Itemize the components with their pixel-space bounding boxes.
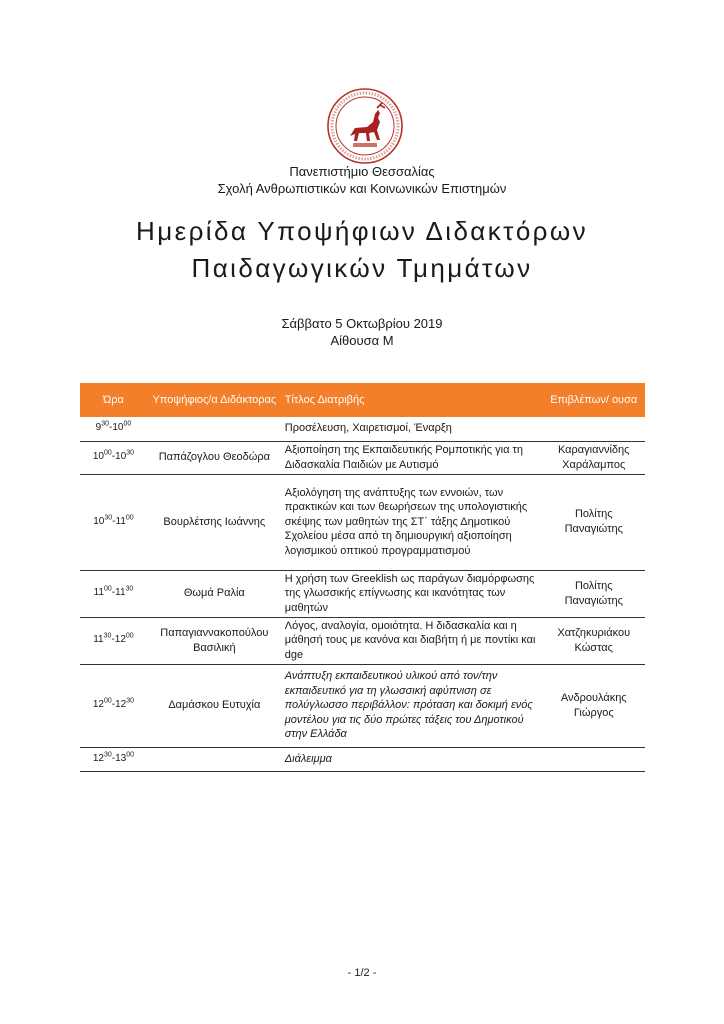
time-minutes: 00 [125, 632, 134, 640]
time-minutes: 00 [103, 449, 112, 457]
time-hour: 13 [115, 752, 127, 764]
thesis-cell: Η χρήση των Greeklish ως παράγων διαμόρφωσης της γλωσσικής επίγνωσης και ικανότητας των μαθητών [282, 570, 543, 617]
header-candidate: Υποψήφιος/α Διδάκτορας [147, 383, 282, 417]
page-number: - 1/2 - [347, 967, 377, 979]
time-cell: $10^{00}-10^{30}$ [80, 441, 147, 474]
page-title [0, 213, 724, 287]
time-hour: 11 [93, 634, 104, 646]
thesis-cell: Ανάπτυξη εκπαιδευτικού υλικού από τον/την εκπαιδευτικό για τη γλωσσική αφύπνιση σε πολύγλωσσο περιβάλλον: πρόταση και δοκιμή ενός μοντέλου για τις δύο πρώτες τάξεις του Δημοτικού στην Ελλάδα [282, 664, 543, 747]
thesis-cell: Λόγος, αναλογία, ομοιότητα. Η διδασκαλία και η μάθησή τους με κανόνα και διαβήτη ή με ποντίκι και dge [282, 617, 543, 664]
time-hour: 12 [114, 634, 126, 646]
time-hour: 10 [93, 515, 105, 527]
supervisor-cell: Καραγιαννίδης Χαράλαμπος [542, 441, 645, 474]
table-row [80, 417, 645, 441]
thesis-cell: Αξιοποίηση της Εκπαιδευτικής Ρομποτικής για τη Διδασκαλία Παιδιών με Αυτισμό [282, 441, 543, 474]
candidate-cell [147, 747, 282, 771]
table-row [80, 570, 645, 617]
candidate-cell: Παπαγιαννακοπούλου Βασιλική [147, 617, 282, 664]
title-line-1: Ημερίδα Υποψήφιων Διδακτόρων [136, 216, 588, 246]
time-minutes: 30 [125, 585, 134, 593]
supervisor-cell: Ανδρουλάκης Γιώργος [542, 664, 645, 747]
time-minutes: 30 [126, 697, 135, 705]
time-minutes: 00 [125, 514, 134, 522]
supervisor-cell: Πολίτης Παναγιώτης [542, 570, 645, 617]
table-row [80, 747, 645, 771]
supervisor-cell: Χατζηκυριάκου Κώστας [542, 617, 645, 664]
time-hour: 12 [92, 752, 104, 764]
university-seal-icon [325, 86, 405, 166]
time-hour: 9 [95, 422, 102, 434]
time-minutes: 30 [104, 514, 113, 522]
supervisor-cell [542, 747, 645, 771]
header-supervisor: Επιβλέπων/ ουσα [542, 383, 645, 417]
thesis-cell: Αξιολόγηση της ανάπτυξης των εννοιών, των πρακτικών και των θεωρήσεων της υπολογιστικής σκέψης των μαθητών της ΣΤ΄ τάξης Δημοτικού Σχολείου μέσα από τη δημιουργική αξιοποίηση λογισμικού οπτικού προγραμματισμού [282, 474, 543, 570]
candidate-cell: Δαμάσκου Ευτυχία [147, 664, 282, 747]
supervisor-cell: Πολίτης Παναγιώτης [542, 474, 645, 570]
thesis-cell: Προσέλευση, Χαιρετισμοί, Έναρξη [282, 417, 543, 441]
time-hour: 10 [92, 451, 104, 463]
time-minutes: 30 [101, 421, 109, 429]
school-name: Σχολή Ανθρωπιστικών και Κοινωνικών Επιστημών [217, 181, 507, 196]
time-hour: 12 [92, 699, 104, 711]
time-hour: 11 [115, 515, 126, 527]
table-header-row [80, 383, 645, 417]
header-thesis: Τίτλος Διατριβής [282, 383, 543, 417]
title-line-2: Παιδαγωγικών Τμημάτων [191, 253, 533, 283]
schedule-table [80, 383, 645, 772]
table-row [80, 664, 645, 747]
table-row [80, 441, 645, 474]
candidate-cell: Βουρλέτσης Ιωάννης [147, 474, 282, 570]
time-cell: $12^{30}-13^{00}$ [80, 747, 147, 771]
time-hour: 11 [115, 587, 126, 599]
time-minutes: 30 [126, 449, 135, 457]
time-minutes: 00 [123, 421, 132, 429]
university-name: Πανεπιστήμιο Θεσσαλίας [289, 164, 435, 179]
time-cell: $11^{00}-11^{30}$ [80, 570, 147, 617]
time-hour: 10 [115, 451, 127, 463]
time-minutes: 00 [126, 751, 135, 759]
time-hour: 12 [115, 699, 127, 711]
time-cell: $10^{30}-11^{00}$ [80, 474, 147, 570]
time-cell: $11^{30}-12^{00}$ [80, 617, 147, 664]
candidate-cell: Θωμά Ραλία [147, 570, 282, 617]
time-minutes: 30 [103, 632, 112, 640]
time-hour: 10 [112, 422, 124, 434]
candidate-cell: Παπάζογλου Θεοδώρα [147, 441, 282, 474]
time-minutes: 00 [103, 585, 112, 593]
time-minutes: 30 [103, 751, 112, 759]
time-cell: $9^{30}-10^{00}$ [80, 417, 147, 441]
supervisor-cell [542, 417, 645, 441]
header-time: Ώρα [80, 383, 147, 417]
time-cell: $12^{00}-12^{30}$ [80, 664, 147, 747]
thesis-cell: Διάλειμμα [282, 747, 543, 771]
event-room: Αίθουσα Μ [330, 333, 394, 348]
time-minutes: 00 [103, 697, 112, 705]
table-row [80, 617, 645, 664]
table-row [80, 474, 645, 570]
event-date: Σάββατο 5 Οκτωβρίου 2019 [281, 316, 443, 331]
candidate-cell [147, 417, 282, 441]
time-hour: 11 [93, 587, 104, 599]
